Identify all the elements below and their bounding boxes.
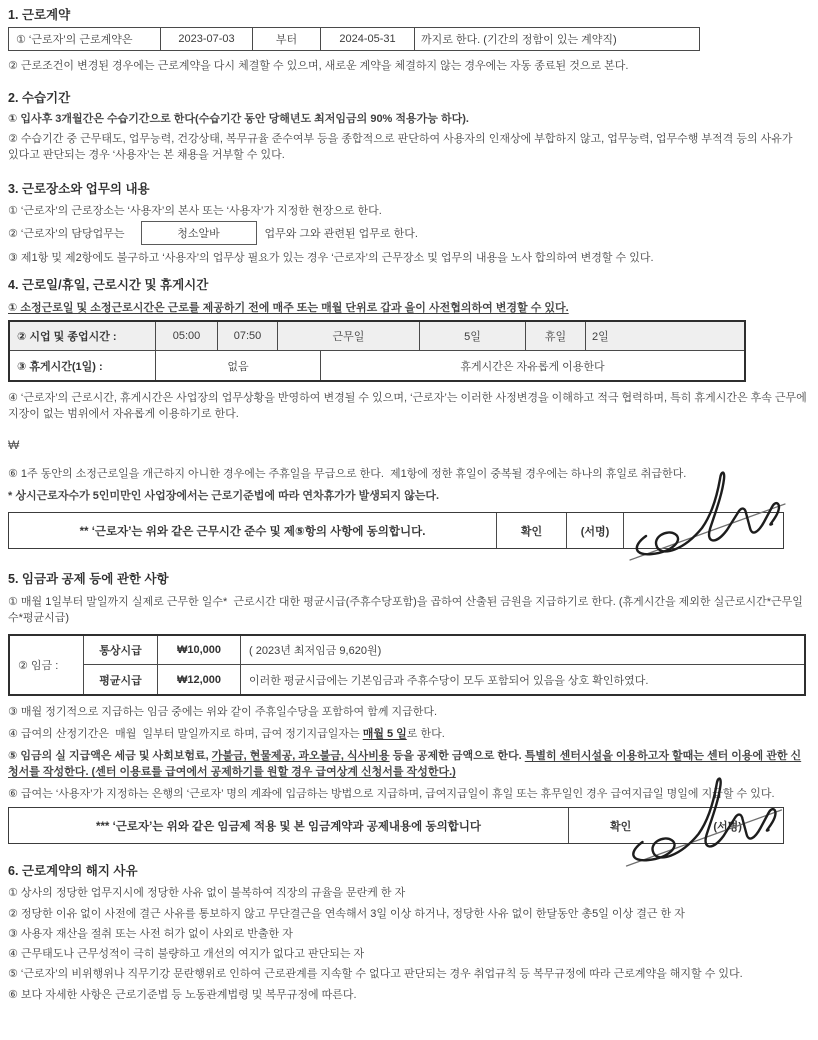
s4-clause-1: ① 소정근로일 및 소정근로시간은 근로를 제공하기 전에 매주 또는 매월 단위로 갑과 을이 사전협의하여 변경할 수 있다. [8, 302, 569, 314]
break-time-value[interactable]: 없음 [156, 351, 321, 380]
section1-title: 1. 근로계약 [8, 8, 71, 22]
s6-item-6: ⑥ 보다 자세한 사항은 근로기준법 등 노동관계법령 및 복무규정에 따른다. [8, 989, 357, 1001]
sign-label-2: (서명) [713, 820, 742, 833]
section2-title: 2. 수습기간 [8, 91, 71, 105]
sign-label: (서명) [567, 513, 624, 548]
s3-clause-3: ③ 제1항 및 제2항에도 불구하고 ‘사용자’의 업무상 필요가 있는 경우 ‘근로자’의 근무장소 및 업무의 내용을 노사 합의하여 변경할 수 있다. [8, 252, 654, 264]
s2-clause-2: ② 수습기간 중 근무태도, 업무능력, 건강상태, 복무규율 준수여부 등을 종합적으로 판단하여 사용자의 인재상에 부합하지 않고, 업무능력, 업무수행 부적격 등의 사유가 있다고 판단되는 경우 ‘사용자’는 본 채용을 거부할 수 있다. [8, 133, 796, 161]
contract-end-date[interactable]: 2024-05-31 [321, 28, 415, 50]
from-label: 부터 [253, 28, 321, 50]
wage-confirm-table [8, 807, 784, 844]
s6-item-3: ③ 사용자 재산을 절취 또는 사전 허가 없이 사외로 반출한 자 [8, 928, 293, 940]
work-hours-label: ② 시업 및 종업시간 : [10, 322, 156, 350]
contract-period-label: ① ‘근로자’의 근로계약은 [9, 28, 161, 50]
wage-row-ordinary [84, 636, 804, 665]
payday-value[interactable]: 매월 5 일 [362, 728, 407, 740]
s1-clause-2: ② 근로조건이 변경된 경우에는 근로계약을 다시 체결할 수 있으며, 새로운 계약을 체결하지 않는 경우에는 자동 종료된 것으로 본다. [8, 60, 629, 72]
workday-label: 근무일 [278, 322, 420, 350]
holiday-label: 휴일 [526, 322, 586, 350]
duty-prefix: ② ‘근로자’의 담당업무는 [8, 228, 125, 240]
s6-item-1: ① 상사의 정당한 업무지시에 정당한 사유 없이 불복하여 직장의 규율을 문란케 한 자 [8, 887, 406, 899]
work-hours-confirm-text: ** ‘근로자’는 위와 같은 근무시간 준수 및 제⑤항의 사항에 동의합니다. [9, 513, 497, 548]
signature-cell-2[interactable] [569, 808, 783, 843]
average-wage-name: 평균시급 [84, 665, 158, 694]
break-time-note: 휴게시간은 자유롭게 이용한다 [460, 360, 605, 373]
s5-clause-1: ① 매월 1일부터 말일까지 실제로 근무한 일수* 근로시간 대한 평균시급(주휴수당포함)을 곱하여 산출된 금원을 지급하기로 한다. (휴게시간을 제외한 실근로시간*근무일수*평균시급) [8, 596, 803, 624]
duty-suffix: 업무와 그와 관련된 업무로 한다. [264, 228, 418, 240]
s5-clause-4-suffix: 로 한다. [406, 728, 445, 740]
s5-clause-5-underline-1: 가불금, 현물제공, 과오불금, 식사비용 [211, 750, 390, 762]
section6-title: 6. 근로계약의 해지 사유 [8, 864, 138, 878]
signature-cell-1[interactable] [624, 513, 783, 548]
duty-field[interactable]: 청소알바 [141, 221, 257, 245]
confirm-label-2: 확인 [610, 820, 632, 833]
s5-clause-4-prefix: ④ 급여의 산정기간은 매월 일부터 말일까지로 하며, 급여 정기지급일자는 [8, 728, 363, 740]
work-hours-row [10, 322, 744, 351]
contract-start-date[interactable]: 2023-07-03 [161, 28, 253, 50]
wage-confirm-text: *** ‘근로자’는 위와 같은 임금제 적용 및 본 임금계약과 공제내용에 동의합니다 [9, 808, 569, 843]
s3-clause-2 [8, 221, 808, 245]
work-hours-confirm-table [8, 512, 784, 549]
workday-value[interactable]: 5일 [420, 322, 526, 350]
won-mark: ₩ [8, 438, 20, 452]
break-time-label: ③ 휴게시간(1일) : [10, 351, 156, 380]
work-end-time[interactable]: 07:50 [218, 322, 278, 350]
s5-clause-5-a: ⑤ 임금의 실 지급액은 세금 및 사회보험료, [8, 750, 212, 762]
ordinary-wage-note: ( 2023년 최저임금 9,620원) [249, 645, 382, 657]
section4-title: 4. 근로일/휴일, 근로시간 및 휴게시간 [8, 278, 209, 292]
confirm-label: 확인 [497, 513, 567, 548]
s4-clause-4: ④ ‘근로자’의 근로시간, 휴게시간은 사업장의 업무상황을 반영하여 변경될 수 있으며, ‘근로자’는 이러한 사정변경을 이해하고 적극 협력하며, 특히 휴게시간은 후속 근무에 지장이 없는 범위에서 자유롭게 이용하기로 한다. [8, 392, 807, 420]
ordinary-wage-amount[interactable]: ₩10,000 [158, 636, 241, 664]
s4-clause-6: ⑥ 1주 동안의 소정근로일을 개근하지 아니한 경우에는 주휴일을 무급으로 한다. 제1항에 정한 휴일이 중복될 경우에는 하나의 휴일로 취급한다. [8, 468, 687, 480]
wage-table [8, 634, 806, 696]
contract-period-table [8, 27, 700, 51]
s6-item-4: ④ 근무태도나 근무성적이 극히 불량하고 개선의 여지가 없다고 판단되는 자 [8, 948, 365, 960]
s3-clause-1: ① ‘근로자’의 근로장소는 ‘사용자’의 본사 또는 ‘사용자’가 지정한 현장으로 한다. [8, 205, 382, 217]
s5-clause-5-b: 등을 공제한 금액으로 한다. [389, 750, 525, 762]
s4-red-note: * 상시근로자수가 5인미만인 사업장에서는 근로기준법에 따라 연차휴가가 발생되지 않는다. [8, 490, 440, 502]
section3-title: 3. 근로장소와 업무의 내용 [8, 182, 150, 196]
s5-clause-4 [8, 726, 808, 742]
break-time-row [10, 351, 744, 380]
s6-item-2: ② 정당한 이유 없이 사전에 결근 사유를 통보하지 않고 무단결근을 연속해서 3일 이상 하거나, 정당한 사유 없이 한달동안 총5일 이상 결근 한 자 [8, 908, 685, 920]
s2-clause-1: ① 입사후 3개월간은 수습기간으로 한다(수습기간 동안 당해년도 최저임금의 90% 적용가능 하다). [8, 113, 469, 125]
s5-clause-6: ⑥ 급여는 ‘사용자’가 지정하는 은행의 ‘근로자’ 명의 계좌에 입금하는 방법으로 지급하며, 급여지급일이 휴일 또는 휴무일인 경우 급여지급일 명일에 지급할 수 있다. [8, 788, 775, 800]
work-hours-table [8, 320, 746, 382]
s5-clause-5-underline-2: 특별히 센터시설을 이용하고자 할때는 센터 이용에 관한 신청서를 작성한다. (센터 이용료를 급여에서 공제하기를 원할 경우 급여상계 신청서를 작성한다.) [8, 750, 802, 778]
s5-clause-5 [8, 748, 808, 780]
section5-title: 5. 임금과 공제 등에 관한 사항 [8, 572, 169, 586]
s6-item-5: ⑤ ‘근로자’의 비위행위나 직무기강 문란행위로 인하여 근로관계를 지속할 수 없다고 판단되는 경우 취업규칙 등 복무규정에 따라 근로계약을 해지할 수 있다. [8, 968, 743, 980]
work-start-time[interactable]: 05:00 [156, 322, 218, 350]
wage-row-average [84, 665, 804, 694]
wage-label: ② 임금 : [10, 636, 84, 694]
holiday-value[interactable]: 2일 [592, 331, 609, 343]
contract-period-suffix: 까지로 한다. (기간의 정함이 있는 계약직) [421, 34, 617, 46]
average-wage-amount[interactable]: ₩12,000 [158, 665, 241, 694]
average-wage-note: 이러한 평균시급에는 기본임금과 주휴수당이 모두 포함되어 있음을 상호 확인하였다. [249, 674, 649, 687]
s5-clause-3: ③ 매월 정기적으로 지급하는 임금 중에는 위와 같이 주휴일수당을 포함하여 함께 지급한다. [8, 706, 438, 718]
ordinary-wage-name: 통상시급 [84, 636, 158, 664]
